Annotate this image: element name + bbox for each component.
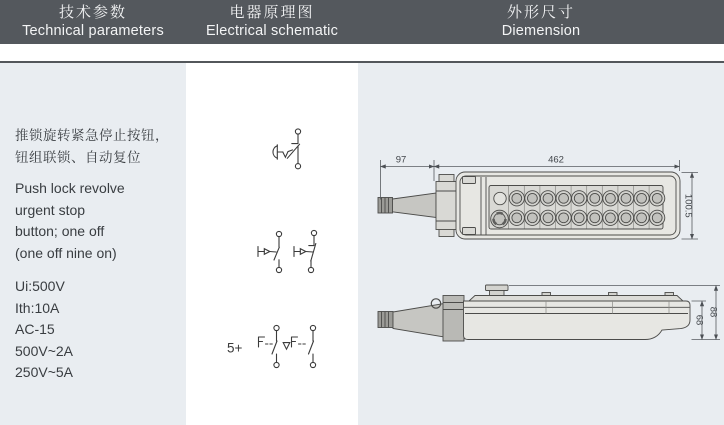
cable-entry-side [378,296,464,342]
interlocked-contacts-symbol [227,325,316,367]
header-en-schematic: Electrical schematic [205,23,339,40]
spec-ith: Ith:10A [15,299,60,316]
description-zh-line1: 推锁旋转紧急停止按钮， [15,128,169,143]
header-zh-schematic: 电器原理图 [229,3,315,21]
description-en-line4: (one off nine on) [15,244,117,261]
header-dimension [358,0,724,44]
dim-height-outer: 88 [707,306,719,318]
header-electrical-schematic [186,0,358,44]
indicator-lamp [494,192,506,204]
estop-switch-symbol [273,129,301,169]
dim-height-inner: 68 [693,314,705,326]
dim-body-width: 100.5 [682,193,694,218]
description-en-line1: Push lock revolve [15,180,125,196]
pendant-side-view [378,285,720,341]
enclosure-top [456,172,680,239]
contact-group-count-label: 5+ [227,340,243,356]
technical-parameters-cell [0,63,186,425]
enclosure-side [464,285,691,340]
spec-500v: 500V~2A [15,342,73,359]
dim-cable-length: 97 [395,154,407,166]
table-body [0,63,724,425]
header-technical-parameters [0,0,186,44]
dim-body-length: 462 [548,154,564,166]
dimension-drawing [358,63,724,425]
description-en [15,178,186,264]
electrical-schematic-cell [186,63,358,425]
spec-ui: Ui:500V [15,278,65,294]
header-zh-technical: 技术参数 [58,3,127,21]
schematic-drawing [186,63,358,425]
electrical-specs [15,276,186,384]
header-en-technical: Technical parameters [22,23,164,40]
dimension-cell [358,63,724,425]
spec-250v: 250V~5A [15,364,73,380]
linkage-triangle-icon [283,343,290,350]
description-en-line2: urgent stop [15,201,86,218]
table-header [0,0,724,44]
header-en-dimension: Diemension [501,23,581,40]
cable-entry-top [378,175,457,237]
header-zh-dimension: 外形尺寸 [506,3,575,21]
nc-contact-symbol [294,230,317,272]
description-zh [15,125,186,169]
description-zh-line2: 钮组联锁、自动复位 [15,150,141,165]
spec-ac15: AC-15 [15,321,55,337]
description-en-line3: button; one off [15,223,105,239]
estop-button-top [491,210,509,228]
pendant-top-view [378,155,698,240]
no-contact-symbol [258,231,282,272]
